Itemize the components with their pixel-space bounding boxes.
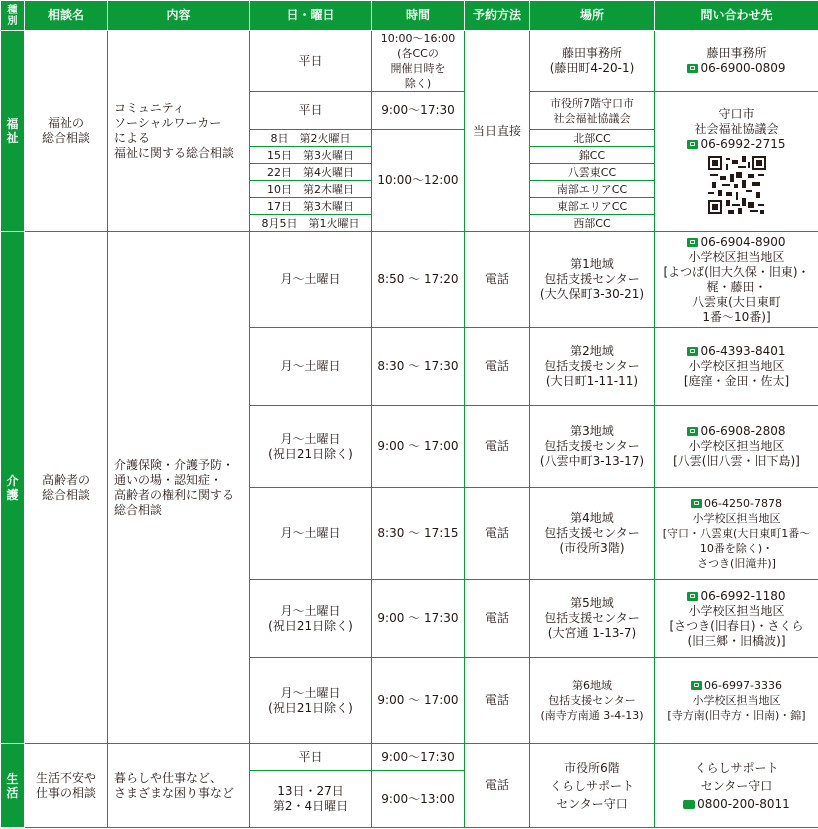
category-welfare (1, 31, 25, 232)
contact-line: さつき(旧滝井)] (697, 557, 776, 570)
content-line: 福祉に関する総合相談 (114, 146, 235, 160)
day-line: (祝日21日除く) (268, 700, 353, 715)
content-line: 介護保険・介護予防・ (114, 457, 235, 472)
contact-cell (655, 658, 818, 744)
place-cell: 東部エリアCC (530, 198, 655, 215)
contact-tel (657, 424, 816, 439)
place-line: 包括支援センター (548, 694, 636, 707)
day-line: 月～土曜日 (280, 431, 341, 446)
place-line: 第6地域 (572, 679, 612, 692)
reservation-cell: 電話 (465, 406, 530, 488)
tel-number: 06-4393-8401 (700, 344, 786, 358)
consult-name (25, 232, 108, 744)
place-line: 包括支援センター (544, 272, 640, 286)
contact-cell (655, 328, 818, 406)
contact-line: [さつき(旧春日)・さくら (669, 618, 804, 633)
place-line: 第1地域 (570, 257, 614, 271)
phone-fax-icon (687, 64, 698, 73)
place-cell (530, 658, 655, 744)
place-line: 包括支援センター (544, 611, 640, 625)
contact-cell (655, 232, 818, 328)
contact-line: 八雲東(大日東町 (692, 294, 781, 309)
day-cell: 平日 (250, 92, 372, 130)
header-row (1, 1, 818, 31)
day-cell: 10日 第2木曜日 (250, 181, 372, 198)
day-cell: 8月5日 第1火曜日 (250, 215, 372, 232)
place-line: 藤田事務所 (561, 46, 622, 60)
day-cell: 平日 (250, 31, 372, 92)
time-line: (各CCの (397, 47, 439, 60)
day-cell: 15日 第3火曜日 (250, 147, 372, 164)
content-line: 暮らしや仕事など、 (114, 770, 223, 785)
phone-fax-icon (687, 427, 698, 436)
contact-cell (655, 92, 818, 232)
content-line: 通いの場・認知症・ (114, 472, 223, 487)
place-line: (市役所3階) (559, 541, 625, 555)
day-cell (250, 580, 372, 658)
day-cell: 月～土曜日 (250, 232, 372, 328)
time-cell: 9:00〜17:30 (372, 744, 465, 771)
place-line: センター守口 (556, 796, 628, 811)
header-name: 相談名 (25, 1, 108, 31)
contact-tel (657, 589, 816, 604)
contact-freedial (657, 795, 816, 813)
table-row (1, 31, 818, 92)
reservation-cell: 電話 (465, 658, 530, 744)
place-line: 第3地域 (570, 424, 614, 438)
contact-line: 小学校区担当地区 (688, 249, 785, 264)
contact-name: 藤田事務所 (706, 46, 767, 60)
consult-name (25, 744, 108, 828)
contact-line: 小学校区担当地区 (688, 359, 785, 373)
tel-number: 06-6900-0809 (700, 61, 786, 75)
tel-number: 06-4250-7878 (704, 497, 782, 510)
time-cell (372, 31, 465, 92)
day-line: 13日・27日 (277, 784, 344, 798)
contact-tel (687, 61, 785, 75)
place-line: 第2地域 (570, 344, 614, 358)
contact-cell (655, 31, 818, 92)
tel-number: 06-6997-3336 (704, 679, 782, 692)
name-line: 生活不安や (35, 770, 96, 785)
content-line: コミュニティ (114, 101, 185, 115)
header-day: 日・曜日 (250, 1, 372, 31)
place-cell (530, 744, 655, 828)
contact-line: 小学校区担当地区 (692, 512, 781, 525)
day-cell (250, 658, 372, 744)
contact-line: センター守口 (700, 778, 773, 793)
contact-name: 守口市 (718, 107, 755, 121)
place-line: (大久保町3-30-21) (539, 287, 645, 301)
reservation-cell: 当日直接 (465, 31, 530, 232)
place-line: (大宮通 1-13-7) (547, 626, 637, 640)
name-line: 総合相談 (41, 487, 90, 502)
contact-line: (旧三郷・旧橋波)] (687, 633, 786, 648)
day-line: 月～土曜日 (280, 685, 341, 700)
contact-line: [よつば(旧大久保・旧東)・ (663, 264, 810, 279)
consult-name (25, 31, 108, 232)
contact-cell (655, 488, 818, 580)
contact-line: 10番を除く)・ (699, 542, 774, 555)
place-line: 市役所7階守口市 (550, 96, 634, 110)
header-content: 内容 (108, 1, 250, 31)
content-line: による (114, 131, 151, 145)
place-line: くらしサポート (549, 778, 634, 793)
time-cell: 9:00〜13:00 (372, 771, 465, 828)
day-cell: 月～土曜日 (250, 488, 372, 580)
reservation-cell: 電話 (465, 328, 530, 406)
reservation-cell: 電話 (465, 580, 530, 658)
day-cell (250, 406, 372, 488)
header-reservation: 予約方法 (465, 1, 530, 31)
reservation-cell: 電話 (465, 232, 530, 328)
place-cell (530, 31, 655, 92)
time-cell: 9:00〜17:30 (372, 92, 465, 130)
header-contact: 問い合わせ先 (655, 1, 818, 31)
place-cell: 西部CC (530, 215, 655, 232)
table-row (1, 232, 818, 328)
day-cell: 8日 第2火曜日 (250, 130, 372, 147)
content-line: 総合相談 (114, 502, 163, 517)
day-cell (250, 771, 372, 828)
contact-line: 小学校区担当地区 (688, 603, 785, 618)
tel-number: 0800-200-8011 (697, 796, 790, 811)
day-line: 月～土曜日 (280, 603, 341, 618)
consult-content (108, 744, 250, 828)
name-line: 総合相談 (41, 131, 90, 145)
tel-number: 06-6904-8900 (700, 234, 786, 249)
tel-number: 06-6992-1180 (700, 588, 786, 603)
place-cell (530, 92, 655, 130)
day-line: (祝日21日除く) (268, 446, 353, 461)
consult-content (108, 232, 250, 744)
place-cell (530, 580, 655, 658)
place-line: (大日町1-11-11) (545, 374, 639, 388)
name-line: 高齢者の (41, 472, 90, 487)
time-line: 除く) (404, 77, 432, 90)
category-care (1, 232, 25, 744)
name-line: 福祉の (47, 116, 84, 130)
contact-name: 社会福祉協議会 (694, 122, 779, 136)
contact-line: 小学校区担当地区 (692, 694, 781, 707)
time-cell: 10:00〜12:00 (372, 130, 465, 232)
header-time: 時間 (372, 1, 465, 31)
contact-line: [寺方南(旧寺方・旧南)・錦] (667, 709, 806, 722)
place-line: 社会福祉協議会 (553, 111, 631, 125)
contact-line: [庭窪・金田・佐太] (683, 374, 790, 388)
place-cell (530, 328, 655, 406)
qr-code[interactable] (708, 156, 766, 214)
day-cell: 月～土曜日 (250, 328, 372, 406)
contact-cell (655, 580, 818, 658)
time-cell: 8:50 ～ 17:20 (372, 232, 465, 328)
place-line: 包括支援センター (544, 526, 640, 540)
contact-cell (655, 744, 818, 828)
contact-line: 梶・藤田・ (706, 279, 767, 294)
phone-fax-icon (691, 681, 702, 690)
contact-line: [守口・八雲東(大日東町1番～ (662, 527, 811, 540)
time-cell: 8:30 ～ 17:30 (372, 328, 465, 406)
place-line: (八雲中町3-13-17) (539, 454, 645, 468)
contact-tel (657, 496, 816, 511)
time-cell: 9:00 ～ 17:00 (372, 406, 465, 488)
content-line: ソーシャルワーカー (114, 116, 222, 130)
day-cell: 平日 (250, 744, 372, 771)
contact-tel (657, 678, 816, 693)
name-line: 仕事の相談 (35, 785, 96, 800)
consult-content (108, 31, 250, 232)
reservation-cell: 電話 (465, 744, 530, 828)
header-place: 場所 (530, 1, 655, 31)
tel-number: 06-6908-2808 (700, 424, 786, 438)
contact-cell (655, 406, 818, 488)
contact-line: くらしサポート (694, 760, 779, 775)
tel-number: 06-6992-2715 (700, 137, 786, 151)
reservation-cell: 電話 (465, 488, 530, 580)
place-line: 市役所6階 (564, 760, 620, 775)
place-line: (南寺方南通 3-4-13) (540, 709, 644, 722)
place-line: (藤田町4-20-1) (549, 61, 635, 75)
contact-line: 1番～10番)] (702, 309, 771, 324)
phone-fax-icon (687, 238, 698, 247)
contact-tel (657, 344, 816, 359)
place-line: 包括支援センター (544, 439, 640, 453)
time-cell: 9:00 ～ 17:00 (372, 658, 465, 744)
content-line: さまざまな困り事など (114, 785, 235, 800)
contact-line: [八雲(旧八雲・旧下島)] (673, 454, 800, 468)
day-line: (祝日21日除く) (268, 618, 353, 633)
time-cell: 9:00 ～ 17:30 (372, 580, 465, 658)
category-label: 介 護 (6, 473, 19, 502)
place-cell: 南部エリアCC (530, 181, 655, 198)
time-cell: 8:30 ～ 17:15 (372, 488, 465, 580)
day-line: 第2・4日曜日 (272, 799, 349, 813)
place-cell (530, 232, 655, 328)
place-line: 包括支援センター (544, 359, 640, 373)
day-cell: 22日 第4火曜日 (250, 164, 372, 181)
category-label: 福 祉 (6, 117, 19, 145)
phone-fax-icon (691, 499, 702, 508)
contact-tel (657, 235, 816, 250)
header-category: 種 別 (1, 1, 25, 31)
place-cell: 錦CC (530, 147, 655, 164)
free-dial-icon (683, 800, 695, 809)
place-cell (530, 488, 655, 580)
content-line: 高齢者の権利に関する (114, 487, 235, 502)
table-row (1, 744, 818, 771)
category-label: 生 活 (6, 771, 19, 800)
phone-fax-icon (687, 592, 698, 601)
place-cell (530, 406, 655, 488)
category-life (1, 744, 25, 828)
place-cell: 八雲東CC (530, 164, 655, 181)
place-line: 第5地域 (570, 596, 614, 610)
contact-tel (687, 137, 785, 151)
time-line: 開催日時を (390, 62, 446, 75)
day-cell: 17日 第3木曜日 (250, 198, 372, 215)
phone-fax-icon (687, 347, 698, 356)
place-line: 第4地域 (570, 511, 614, 525)
phone-fax-icon (687, 140, 698, 149)
place-cell: 北部CC (530, 130, 655, 147)
contact-line: 小学校区担当地区 (688, 439, 785, 453)
time-line: 10:00〜16:00 (380, 32, 456, 45)
